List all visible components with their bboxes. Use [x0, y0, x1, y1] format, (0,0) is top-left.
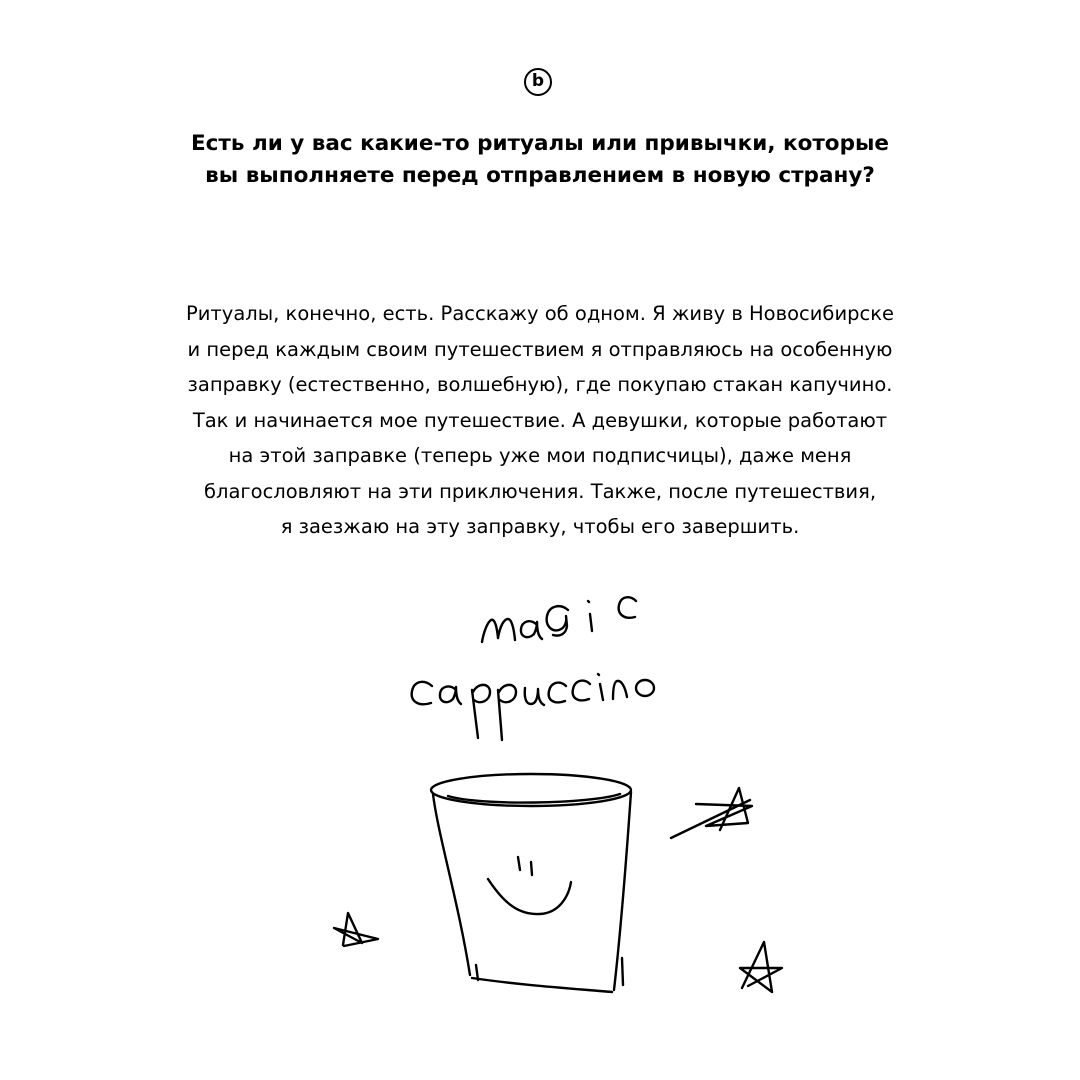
- answer-line: Так и начинается мое путешествие. А девушки, которые работают: [192, 408, 888, 432]
- answer-text: [40, 296, 1040, 545]
- answer-line: я заезжаю на эту заправку, чтобы его завершить.: [280, 515, 800, 538]
- brand-logo-letter: b: [531, 70, 545, 91]
- star-icon: [740, 942, 782, 992]
- smiley-face-icon: [488, 857, 571, 914]
- answer-line: благословляют на эти приключения. Также, после путешествия,: [203, 479, 877, 503]
- question-line: Есть ли у вас какие-то ритуалы или привычки, которые: [190, 131, 889, 156]
- handwriting-cappuccino: [412, 674, 654, 740]
- star-icon: [671, 788, 752, 838]
- answer-line: на этой заправке (теперь уже мои подписчицы), даже меня: [228, 444, 852, 467]
- answer-line: заправку (естественно, волшебную), где покупаю стакан капучино.: [187, 373, 893, 396]
- question-line: вы выполняете перед отправлением в новую страну?: [205, 163, 875, 188]
- star-icon: [334, 913, 378, 946]
- cup-icon: [431, 774, 631, 992]
- question-heading: [80, 128, 1000, 192]
- answer-line: Ритуалы, конечно, есть. Расскажу об одном. Я живу в Новосибирске: [186, 302, 894, 325]
- handwriting-magic: [482, 597, 636, 642]
- answer-line: и перед каждым своим путешествием я отправляюсь на особенную: [187, 337, 893, 361]
- brand-logo: [524, 68, 552, 96]
